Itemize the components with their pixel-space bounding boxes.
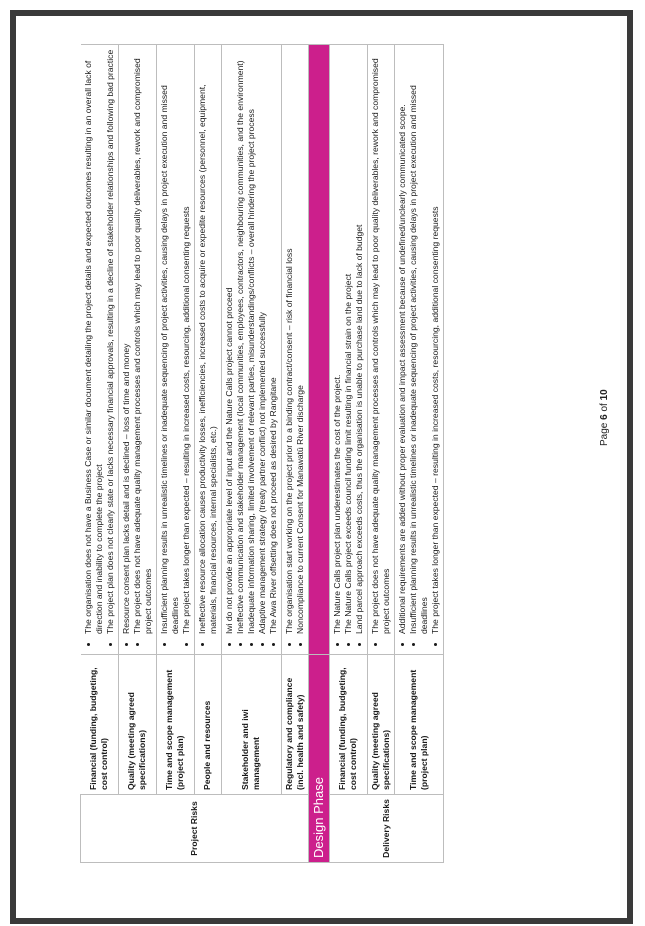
footer-of-word: of — [599, 403, 610, 412]
risk-item: • Insufficient planning results in unrealistic timelines or inadequate sequencing of project activities, causing delays in project execution and missed deadlines — [408, 49, 430, 634]
risk-item: • Adaptive management strategy (treaty partner conflict) not implemented successfully — [257, 49, 268, 634]
risk-row — [281, 45, 308, 863]
risk-item: • Additional requirements are added without proper evaluation and impact assessment because of undefined/unclearly communicated scope. — [397, 49, 408, 634]
risk-item: • The project takes longer than expected – resulting in increased costs, resourcing, additional consenting requests — [430, 49, 441, 634]
risk-row — [367, 45, 394, 863]
delivery-risks-section — [329, 45, 443, 863]
risk-row — [194, 45, 221, 863]
risk-list — [370, 49, 392, 650]
design-phase-title: Design Phase — [308, 655, 329, 863]
risk-item: • The Nature Calls project exceeds council funding limit resulting in financial strain on the project — [343, 49, 354, 634]
risk-description — [81, 45, 119, 655]
risk-area: Stakeholder and iwi management — [221, 655, 281, 795]
footer-page-number: 6 — [599, 414, 610, 420]
risk-description — [194, 45, 221, 655]
footer-total-pages: 10 — [599, 389, 610, 401]
risk-list — [83, 49, 116, 650]
risk-table — [80, 44, 444, 863]
risk-item: • Resource consent plan lacks detail and is declined – loss of time and money — [121, 49, 132, 634]
risk-area: Quality (meeting agreed specifications) — [118, 655, 156, 795]
risk-list — [121, 49, 154, 650]
risk-description — [329, 45, 367, 655]
risk-list — [159, 49, 192, 650]
risk-row — [329, 45, 367, 863]
risk-list — [332, 49, 365, 650]
footer-page-word: Page — [599, 422, 610, 446]
risk-description — [221, 45, 281, 655]
risk-item: • The Awa River offsetting does not proceed as desired by Rangitane — [268, 49, 279, 634]
risk-item: • The organisation start working on the project prior to a binding contract/consent – risk of financial loss — [284, 49, 295, 634]
risk-area: Time and scope management (project plan) — [394, 655, 443, 795]
rotated-page — [80, 45, 584, 863]
risk-item: • The project does not have adequate quality management processes and controls which may lead to poor quality deliverables, rework and compromised project outcomes — [132, 49, 154, 634]
risk-area: Financial (funding, budgeting, cost control) — [81, 655, 119, 795]
risk-item: • Ineffective communication and stakeholder management (local communities, employees, contractors, neighbouring communities, and the environment) — [235, 49, 246, 634]
risk-item: • Iwi do not provide an appropriate level of input and the Nature Calls project cannot proceed — [224, 49, 235, 634]
risk-row — [118, 45, 156, 863]
risk-description — [156, 45, 194, 655]
risk-row — [221, 45, 281, 863]
risk-description — [367, 45, 394, 655]
risk-item: • Ineffective resource allocation causes productivity losses, inefficiencies, increased costs to acquire or expedite resources (personnel, equipment, materials, financial resources, internal specialists, etc.) — [197, 49, 219, 634]
risk-list — [397, 49, 441, 650]
risk-category-label: Project Risks — [81, 795, 309, 863]
risk-area: Time and scope management (project plan) — [156, 655, 194, 795]
risk-description — [281, 45, 308, 655]
risk-row — [394, 45, 443, 863]
risk-item: • The Nature Calls project plan underestimates the cost of the project. — [332, 49, 343, 634]
risk-list — [284, 49, 306, 650]
risk-item: • The organisation does not have a Business Case or similar document detailing the project details and expected outcomes resulting in an overall lack of direction and inability to complete the project — [83, 49, 105, 634]
risk-list — [197, 49, 219, 650]
risk-item: • The project does not have adequate quality management processes and controls which may lead to poor quality deliverables, rework and compromised project outcomes — [370, 49, 392, 634]
risk-item: • Noncompliance to current Consent for Manawatū River discharge — [295, 49, 306, 634]
risk-area: People and resources — [194, 655, 221, 795]
risk-item: • The project plan does not clearly state or lacks necessary financial approvals, resulting in a decline of stakeholder relationships and following bad practice — [105, 49, 116, 634]
project-risks-section — [81, 45, 309, 863]
design-phase-bar — [308, 45, 329, 655]
risk-description — [394, 45, 443, 655]
risk-item: • Insufficient planning results in unrealistic timelines or inadequate sequencing of project activities, causing delays in project execution and missed deadlines — [159, 49, 181, 634]
risk-row — [156, 45, 194, 863]
risk-area: Financial (funding, budgeting, cost control) — [329, 655, 367, 795]
risk-list — [224, 49, 279, 650]
risk-category-label: Delivery Risks — [329, 795, 443, 863]
risk-description — [118, 45, 156, 655]
risk-row — [81, 45, 119, 863]
page-frame — [10, 10, 633, 924]
risk-item: • Inadequate information sharing, limited involvement of relevant parties, misunderstandings/conflicts – overall hindering the project process — [246, 49, 257, 634]
design-phase-row — [308, 45, 329, 863]
risk-item: • The project takes longer than expected – resulting in increased costs, resourcing, additional consenting requests — [181, 49, 192, 634]
page-footer — [599, 389, 610, 446]
risk-item: • Land parcel approach exceeds costs, thus the organisation is unable to purchase land due to lack of budget — [354, 49, 365, 634]
risk-area: Regulatory and compliance (incl. health and safety) — [281, 655, 308, 795]
risk-area: Quality (meeting agreed specifications) — [367, 655, 394, 795]
